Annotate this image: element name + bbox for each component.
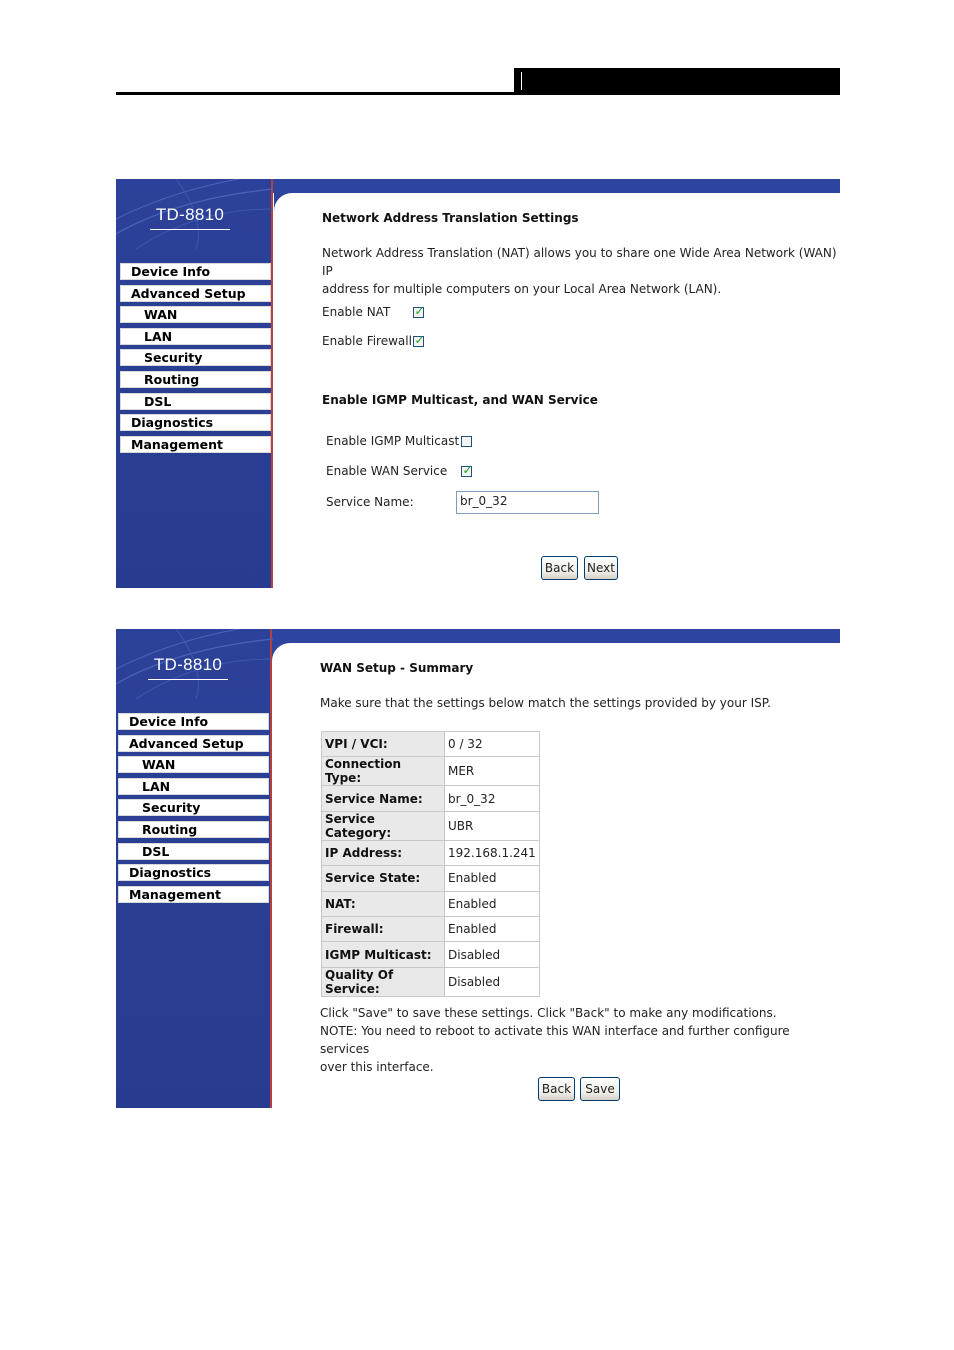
sidebar-item-wan[interactable]: WAN — [120, 306, 271, 323]
sidebar-item-diagnostics[interactable]: Diagnostics — [118, 864, 269, 881]
summary-value: br_0_32 — [445, 786, 539, 810]
summary-value: Disabled — [445, 942, 539, 966]
summary-value: Disabled — [445, 968, 539, 996]
enable-firewall-checkbox[interactable] — [413, 333, 425, 347]
table-row — [322, 942, 539, 966]
summary-key: IGMP Multicast: — [322, 942, 444, 966]
back-button[interactable]: Back — [541, 556, 578, 580]
nat-settings-screenshot — [116, 179, 840, 588]
summary-key: VPI / VCI: — [322, 732, 444, 756]
summary-key: Firewall: — [322, 917, 444, 941]
brand-logo: TD-8810 — [155, 205, 225, 224]
brand-logo: TD-8810 — [153, 655, 223, 674]
table-row — [322, 892, 539, 916]
enable-nat-label: Enable NAT — [322, 305, 391, 319]
sidebar-item-advanced-setup[interactable]: Advanced Setup — [120, 285, 271, 302]
igmp-multicast-checkbox[interactable] — [461, 436, 472, 447]
table-row — [322, 968, 539, 996]
sidebar-item-dsl[interactable]: DSL — [120, 393, 271, 410]
wan-service-checkbox[interactable] — [461, 463, 473, 477]
sidebar-item-management[interactable]: Management — [120, 436, 271, 453]
sidebar-menu — [118, 713, 269, 907]
table-row — [322, 757, 539, 785]
wan-summary-screenshot — [116, 629, 840, 1108]
table-row — [322, 812, 539, 840]
page-title: WAN Setup - Summary — [320, 661, 474, 675]
sidebar — [116, 629, 272, 1108]
sidebar — [116, 179, 273, 588]
checkmark-icon: ✓ — [414, 304, 425, 318]
service-name-label: Service Name: — [326, 495, 414, 509]
sidebar-item-management[interactable]: Management — [118, 886, 269, 903]
summary-intro: Make sure that the settings below match the settings provided by your ISP. — [320, 696, 771, 710]
summary-key: Service Category: — [322, 812, 444, 840]
summary-value: 0 / 32 — [445, 732, 539, 756]
sidebar-item-routing[interactable]: Routing — [120, 371, 271, 388]
sidebar-menu — [120, 263, 271, 457]
summary-key: NAT: — [322, 892, 444, 916]
save-button[interactable]: Save — [580, 1077, 620, 1101]
sidebar-item-lan[interactable]: LAN — [118, 778, 269, 795]
checkmark-icon: ✓ — [414, 333, 425, 347]
table-row — [322, 866, 539, 890]
summary-value: 192.168.1.241 — [445, 841, 539, 865]
sidebar-item-security[interactable]: Security — [118, 799, 269, 816]
nat-description: Network Address Translation (NAT) allows you to share one Wide Area Network (WAN) IP address for multiple computers on your Local Area Network (LAN). — [322, 246, 837, 296]
summary-key: Quality Of Service: — [322, 968, 444, 996]
wan-service-label: Enable WAN Service — [326, 464, 448, 478]
summary-value: UBR — [445, 812, 539, 840]
table-row — [322, 786, 539, 810]
table-row — [322, 732, 539, 756]
summary-value: Enabled — [445, 866, 539, 890]
checkmark-icon: ✓ — [462, 463, 473, 477]
summary-value: Enabled — [445, 917, 539, 941]
table-row — [322, 841, 539, 865]
summary-table — [321, 731, 540, 997]
page-title: Network Address Translation Settings — [322, 211, 579, 225]
sidebar-item-device-info[interactable]: Device Info — [120, 263, 271, 280]
sidebar-item-device-info[interactable]: Device Info — [118, 713, 269, 730]
manual-header-rule — [116, 92, 516, 95]
enable-nat-checkbox[interactable] — [413, 304, 425, 318]
table-row — [322, 917, 539, 941]
sidebar-item-security[interactable]: Security — [120, 349, 271, 366]
summary-key: Service State: — [322, 866, 444, 890]
manual-header-divider — [521, 72, 522, 90]
summary-value: MER — [445, 757, 539, 785]
sidebar-item-advanced-setup[interactable]: Advanced Setup — [118, 735, 269, 752]
summary-value: Enabled — [445, 892, 539, 916]
service-name-input[interactable]: br_0_32 — [456, 491, 599, 514]
sidebar-item-wan[interactable]: WAN — [118, 756, 269, 773]
summary-key: Service Name: — [322, 786, 444, 810]
enable-firewall-label: Enable Firewall — [322, 334, 412, 348]
sidebar-item-lan[interactable]: LAN — [120, 328, 271, 345]
igmp-multicast-label: Enable IGMP Multicast — [326, 434, 460, 448]
next-button[interactable]: Next — [584, 556, 618, 580]
manual-header-bar — [514, 68, 840, 95]
section-title-igmp-wan: Enable IGMP Multicast, and WAN Service — [322, 393, 598, 407]
sidebar-item-routing[interactable]: Routing — [118, 821, 269, 838]
summary-key: Connection Type: — [322, 757, 444, 785]
sidebar-item-diagnostics[interactable]: Diagnostics — [120, 414, 271, 431]
sidebar-item-dsl[interactable]: DSL — [118, 843, 269, 860]
summary-key: IP Address: — [322, 841, 444, 865]
summary-note: Click "Save" to save these settings. Click "Back" to make any modifications. NOTE: You need to reboot to activate this WAN interface and further configure services over this interface. — [320, 1006, 790, 1074]
back-button[interactable]: Back — [538, 1077, 575, 1101]
